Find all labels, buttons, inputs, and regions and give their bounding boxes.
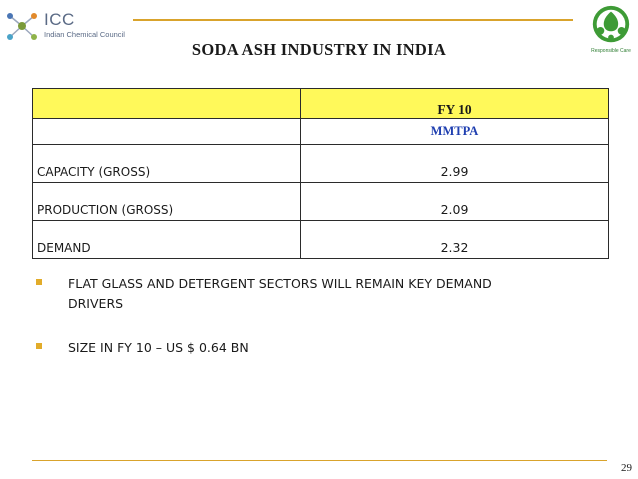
table-header-row <box>33 89 609 119</box>
row-value: 2.32 <box>301 221 609 259</box>
top-divider <box>133 19 573 21</box>
bottom-divider <box>32 460 607 461</box>
table-row <box>33 183 609 221</box>
row-label: PRODUCTION (GROSS) <box>33 183 301 221</box>
table-row <box>33 221 609 259</box>
list-item <box>34 338 594 358</box>
bullet-square-icon <box>36 343 42 349</box>
table-unit-empty-cell <box>33 119 301 145</box>
bullet-text: FLAT GLASS AND DETERGENT SECTORS WILL REMAIN KEY DEMAND DRIVERS <box>68 276 492 311</box>
bullet-text: SIZE IN FY 10 – US $ 0.64 BN <box>68 340 249 355</box>
icc-logo <box>4 8 124 44</box>
responsible-care-caption: Responsible Care <box>591 48 631 54</box>
bullet-square-icon <box>36 279 42 285</box>
list-item <box>34 274 594 314</box>
table-unit: MMTPA <box>301 119 609 145</box>
table-unit-row <box>33 119 609 145</box>
table-header-empty-cell <box>33 89 301 119</box>
icc-logo-subtitle: Indian Chemical Council <box>44 30 125 39</box>
slide-title: SODA ASH INDUSTRY IN INDIA <box>191 40 447 59</box>
soda-ash-table <box>32 88 609 259</box>
table-header-fy: FY 10 <box>301 89 609 119</box>
bullet-list <box>34 274 594 382</box>
table-row <box>33 145 609 183</box>
row-label: DEMAND <box>33 221 301 259</box>
icc-logo-name: ICC <box>44 10 75 29</box>
page-number: 29 <box>621 462 632 474</box>
row-value: 2.99 <box>301 145 609 183</box>
row-value: 2.09 <box>301 183 609 221</box>
row-label: CAPACITY (GROSS) <box>33 145 301 183</box>
molecule-icon <box>4 8 40 44</box>
